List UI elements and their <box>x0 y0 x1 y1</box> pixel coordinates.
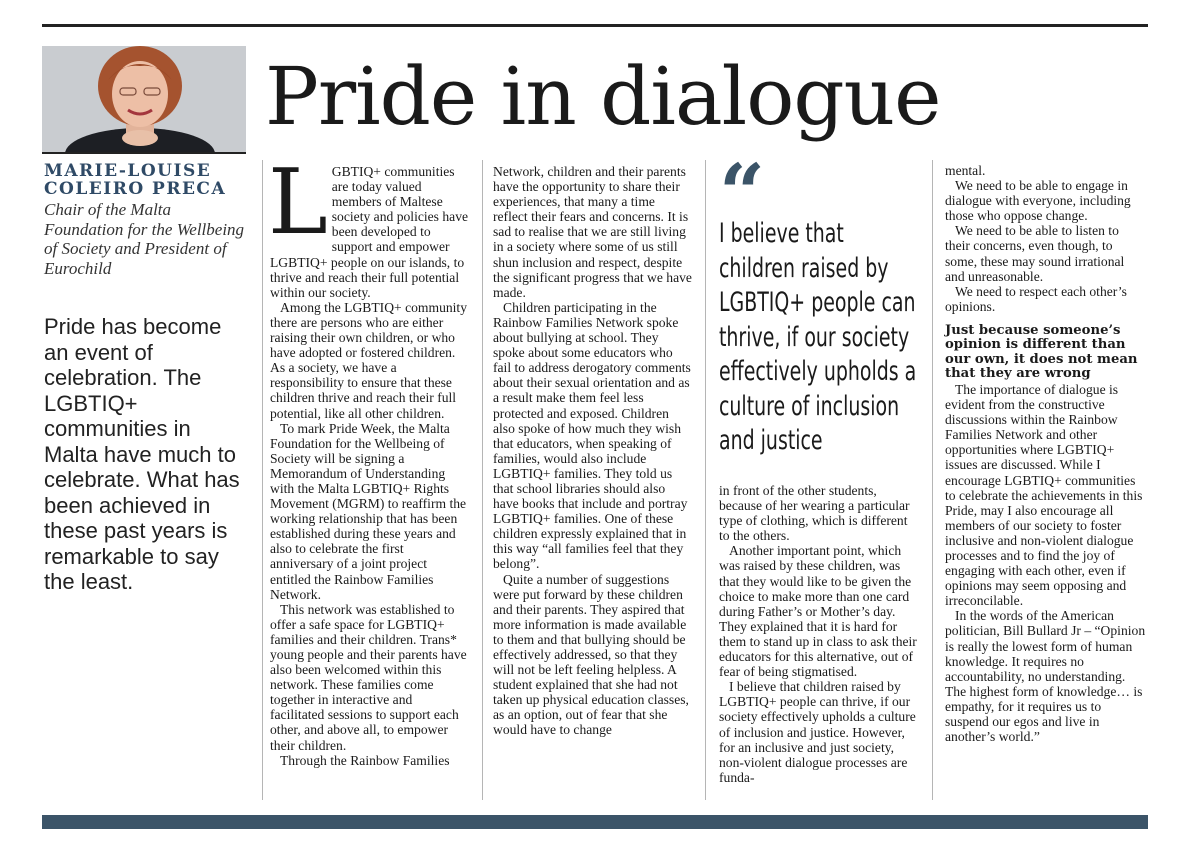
paragraph: Children participating in the Rainbow Families Network spoke about bullying at school. They spoke about some educators who fail to address derogatory comments about their sexual orientation and as a result make them feel less protected and exposed. Children also spoke of how much they wish that educators, when speaking of families, would also include LGBTIQ+ families. They told us that school libraries should also have books that include and portray LGBTIQ+ families. One of these children expressly explained that in this way “all families feel that they belong”. <box>493 299 691 572</box>
paragraph: This network was established to offer a safe space for LGBTIQ+ families and their children. Trans* young people and their parents have also been welcomed within this network. These families come together in interactive and facilitated sessions to support each other, and above all, to empower their children. <box>270 601 467 753</box>
paragraph: Through the Rainbow Families <box>280 752 450 768</box>
paragraph: The importance of dialogue is evident from the constructive discussions within the Rainbow Families Network and other opportunities where LGBTIQ+ issues are discussed. While I encourage LGBTIQ+ communities to celebrate the achievements in this Pride, may I also encourage all members of our society to foster inclusive and non-violent dialogue processes and to find the joy of engaging with each other, even if opinions may seem opposing and irreconcilable. <box>945 381 1143 609</box>
paragraph: Quite a number of suggestions were put forward by these children and their parents. They aspired that more information is made available to them and that bullying should be effectively addressed, so that they will not be left feeling helpless. A student explained that she had not taken up physical education classes, as an option, out of fear that she would have to change <box>493 571 689 738</box>
column-separator <box>262 160 263 800</box>
paragraph: We need to be able to engage in dialogue with everyone, including those who oppose change. <box>945 178 1131 224</box>
paragraph: Another important point, which was raised by these children, was that they would like to be given the choice to make more than one card during Father’s or Mother’s day. They explained that it is hard for them to stand up in class to ask their educators for this alternative, out of fear of being stigmatised. <box>719 543 917 680</box>
text-column-1 <box>268 150 470 768</box>
paragraph: mental. <box>945 163 986 178</box>
pull-quote-text: I believe that children raised by LGBTIQ+ people can thrive, if our society effectively upholds a culture of inclusion and justice <box>719 218 917 456</box>
headline: Pride in dialogue <box>265 50 941 143</box>
text-column-3 <box>719 483 919 785</box>
paragraph: Network, children and their parents have the opportunity to share their experiences, that many a time reflect their fears and concerns. It is sad to realise that we are still living in a society where some of us still shun inclusion and respect, despite the significant progress that we have made. <box>493 164 692 300</box>
top-rule <box>42 24 1148 27</box>
author-name: MARIE-LOUISE COLEIRO PRECA <box>44 161 227 199</box>
text-column-2 <box>493 164 693 738</box>
paragraph: Among the LGBTIQ+ community there are persons who are either raising their own children, or who have adopted or fostered children. As a society, we have a responsibility to ensure that these children thrive and reach their full potential, like all other children. <box>270 299 468 421</box>
byline <box>44 162 249 278</box>
paragraph: GBTIQ+ communities are today valued members of Maltese society and policies have been developed to support and empower LGBTIQ+ people on our islands, to thrive and reach their full potential within our society. <box>270 164 469 300</box>
author-role: Chair of the Malta Foundation for the Wellbeing of Society and President of Eurochild <box>44 200 245 278</box>
photo-rule <box>42 152 246 154</box>
bottom-bar <box>42 815 1148 829</box>
column-separator <box>932 160 933 800</box>
paragraph: To mark Pride Week, the Malta Foundation for the Wellbeing of Society will be signing a Memorandum of Understanding with the Malta LGBTIQ+ Rights Movement (MGRM) to reaffirm the working relationship that has been established during these years and also to celebrate the first anniversary of a joint project entitled the Rainbow Families Network. <box>270 420 467 602</box>
column-separator <box>482 160 483 800</box>
paragraph: We need to be able to listen to their concerns, even though, to some, these may sound irrational and unreasonable. <box>945 223 1125 284</box>
column-separator <box>705 160 706 800</box>
quote-mark-icon: “ <box>719 146 766 240</box>
drop-cap: L <box>268 150 328 255</box>
paragraph: We need to respect each other’s opinions. <box>945 283 1127 314</box>
paragraph: In the words of the American politician, Bill Bullard Jr – “Opinion is really the lowest form of human knowledge. It requires no accountability, no understanding. The highest form of knowledge… is empathy, for it requires us to suspend our egos and live in another’s world.” <box>945 608 1146 745</box>
standfirst: Pride has become an event of celebration. The LGBTIQ+ communities in Malta have much to celebrate. What has been achieved in these past years is remarkable to say the least. <box>44 314 240 594</box>
author-photo <box>42 46 246 154</box>
paragraph: in front of the other students, because of her wearing a particular type of clothing, which is different to the others. <box>719 483 910 544</box>
subheading: Just because someone’s opinion is different than our own, it does not mean that they are wrong <box>945 322 1138 382</box>
pull-quote <box>719 146 924 459</box>
text-column-4 <box>945 163 1147 744</box>
paragraph: I believe that children raised by LGBTIQ+ people can thrive, if our society effectively upholds a culture of inclusion and justice. However, for an inclusive and just society, non-violent dialogue processes are funda- <box>719 679 916 785</box>
